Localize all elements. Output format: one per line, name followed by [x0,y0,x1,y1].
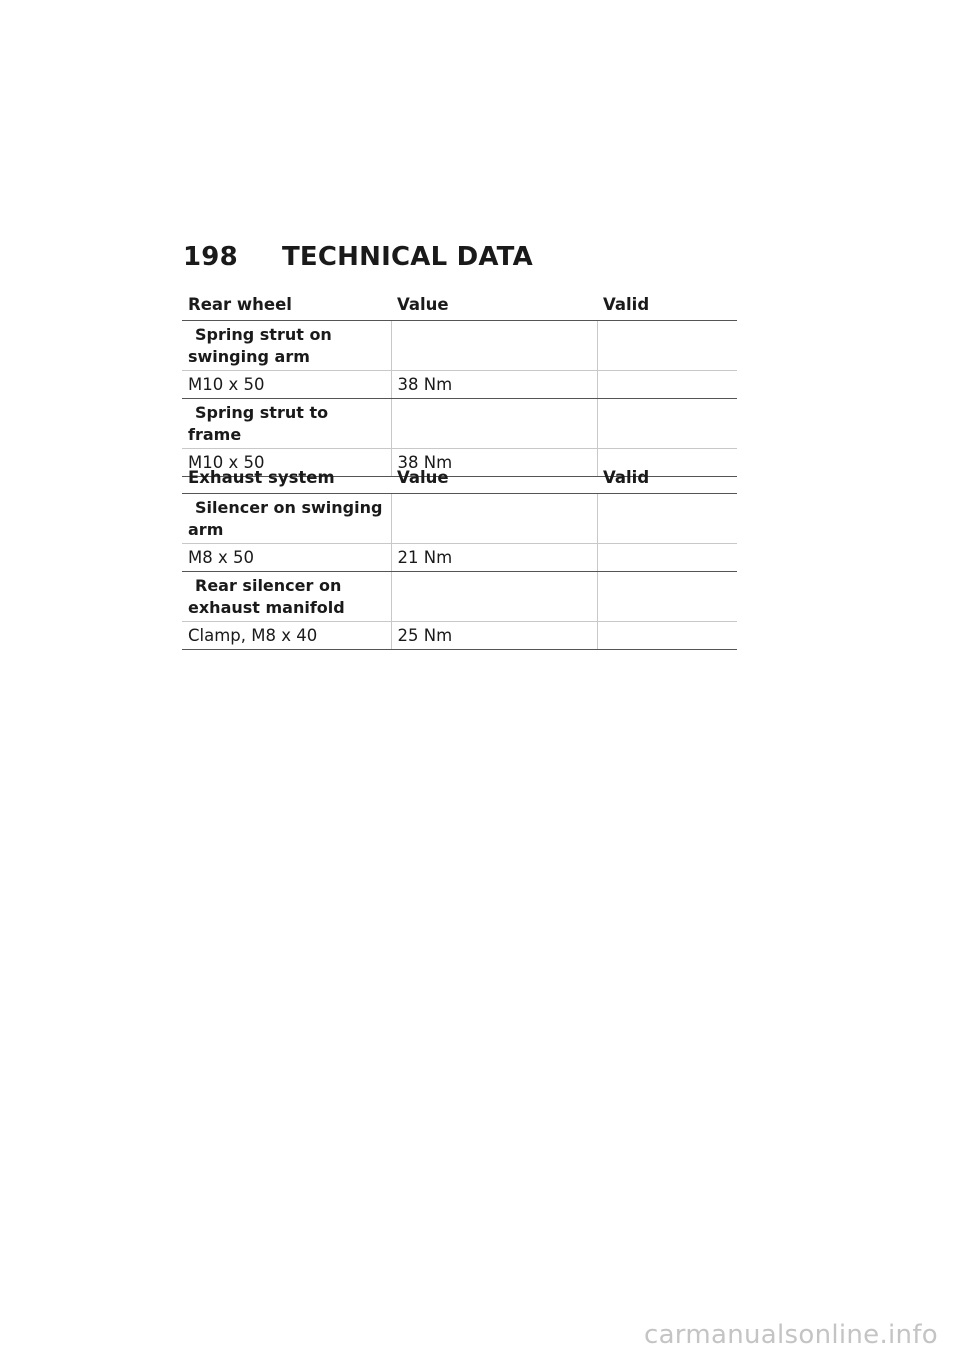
table-row-group [182,321,737,371]
group-label: Silencer on swinging arm [182,494,391,544]
value-cell [391,321,597,371]
group-label: Rear silencer on exhaust manifold [182,572,391,622]
table-row-group [182,399,737,449]
table-row-group [182,494,737,544]
valid-cell [597,494,737,544]
exhaust-system-table [182,463,737,650]
valid-cell [597,399,737,449]
table-row [182,544,737,572]
valid-cell [597,371,737,399]
watermark: carmanualsonline.info [643,1320,938,1350]
valid-cell [597,544,737,572]
value-cell [391,399,597,449]
fastener-cell: M10 x 50 [182,449,391,477]
value-cell: 38 Nm [391,449,597,477]
table-header-row [182,463,737,494]
valid-cell [597,321,737,371]
page-header [183,242,533,272]
fastener-cell: Clamp, M8 x 40 [182,622,391,650]
column-header-component: Rear wheel [182,290,391,321]
table-row [182,622,737,650]
fastener-cell: M8 x 50 [182,544,391,572]
table-row [182,371,737,399]
value-cell: 38 Nm [391,371,597,399]
group-label: Spring strut to frame [182,399,391,449]
value-cell: 21 Nm [391,544,597,572]
column-header-valid: Valid [597,463,737,494]
fastener-cell: M10 x 50 [182,371,391,399]
column-header-component: Exhaust system [182,463,391,494]
rear-wheel-table [182,290,737,477]
value-cell: 25 Nm [391,622,597,650]
table-row-group [182,572,737,622]
value-cell [391,572,597,622]
valid-cell [597,572,737,622]
column-header-value: Value [391,463,597,494]
page-number: 198 [183,242,238,272]
section-title: TECHNICAL DATA [282,242,533,272]
valid-cell [597,622,737,650]
column-header-value: Value [391,290,597,321]
group-label: Spring strut on swinging arm [182,321,391,371]
value-cell [391,494,597,544]
table-header-row [182,290,737,321]
column-header-valid: Valid [597,290,737,321]
